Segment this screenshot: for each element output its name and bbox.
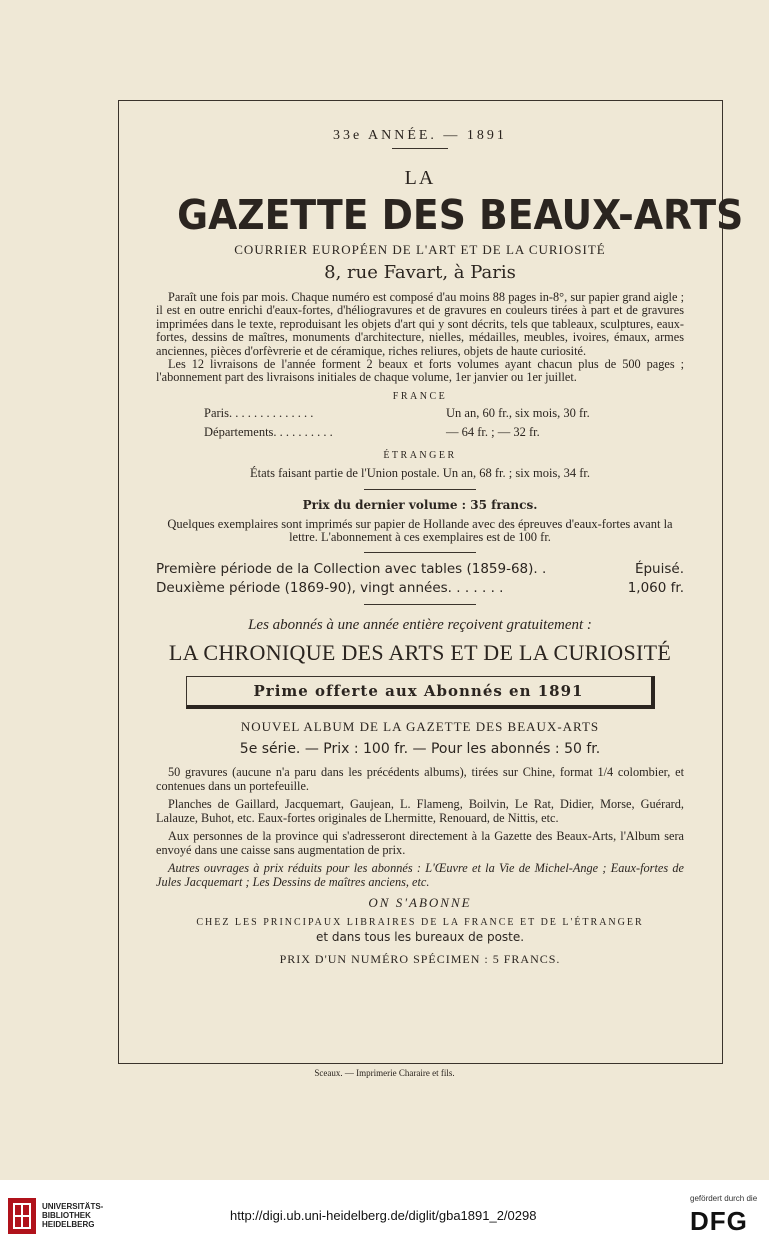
subscribe-heading: ON S'ABONNE xyxy=(368,894,472,910)
university-logo-icon xyxy=(8,1198,36,1234)
booksellers-line: CHEZ LES PRINCIPAUX LIBRAIRES DE LA FRANCE ET DE L'ÉTRANGER xyxy=(196,916,644,928)
intro-paragraph-1: Paraît une fois par mois. Chaque numéro est composé d'au moins 88 pages in-8°, sur papier grand aigle ; il est en outre enrichi d'eaux-fortes, d'héliogravures et de gravures en couleurs tirées à part et de gravures imprimées dans le texte, reproduisant les objets d'art qui y sont décrits, tels que tableaux, sculptures, eaux-fortes, dessins de maîtres, monuments d'architecture, nielles, médailles, meubles, ivoires, émaux, armes anciennes, pièces d'orfèvrerie et de céramique, riches reliures, objets de haute curiosité. xyxy=(156,290,684,358)
gravures-text: 50 gravures (aucune n'a paru dans les précédents albums), tirées sur Chine, format 1/4 colombier, et contenues dans un portefeuille. xyxy=(156,764,684,793)
period-label: Première période de la Collection avec tables (1859-68). . xyxy=(156,560,547,577)
period-row xyxy=(156,580,684,596)
planches-block xyxy=(156,797,684,825)
period-label: Deuxième période (1869-90), vingt années. . . . . . . xyxy=(156,579,504,596)
period-value: Épuisé. xyxy=(634,560,684,577)
other-works-text: Autres ouvrages à prix réduits pour les abonnés : L'Œuvre et la Vie de Michel-Ange ; Eaux-fortes de Jules Jacquemart ; Les Dessins de maîtres anciens, etc. xyxy=(156,860,684,889)
divider xyxy=(364,604,476,605)
price-value: Un an, 60 fr., six mois, 30 fr. xyxy=(446,405,590,420)
article-la: LA xyxy=(404,167,436,189)
intro-text xyxy=(156,291,684,385)
divider xyxy=(392,148,448,149)
period-row xyxy=(156,561,684,577)
advertisement-content xyxy=(156,128,744,967)
university-line: UNIVERSITÄTS- xyxy=(42,1202,104,1211)
other-works-block xyxy=(156,861,684,889)
year-line: 33e ANNÉE. — 1891 xyxy=(333,128,507,143)
funded-by-label: gefördert durch die xyxy=(690,1194,758,1203)
etranger-heading: ÉTRANGER xyxy=(383,449,457,461)
collection-periods xyxy=(156,561,684,596)
price-row xyxy=(156,425,684,440)
university-line: HEIDELBERG xyxy=(42,1220,95,1229)
album-price: 5e série. — Prix : 100 fr. — Pour les abonnés : 50 fr. xyxy=(239,740,601,757)
address: 8, rue Favart, à Paris xyxy=(324,262,516,283)
university-name xyxy=(42,1202,103,1229)
subscribers-note: Les abonnés à une année entière reçoivent gratuitement : xyxy=(248,616,592,633)
holland-paper-note: Quelques exemplaires sont imprimés sur papier de Hollande avec des épreuves d'eaux-fortes avant la lettre. L'abonnement à ces exemplaires est de 100 fr. xyxy=(167,516,673,544)
prime-banner: Prime offerte aux Abonnés en 1891 xyxy=(186,676,655,709)
period-value: 1,060 fr. xyxy=(627,579,684,596)
province-text: Aux personnes de la province qui s'adresseront directement à la Gazette des Beaux-Arts, l'Album sera envoyé dans une caisse sans augmentation de prix. xyxy=(156,828,684,857)
viewer-footer xyxy=(0,1180,769,1244)
france-heading: FRANCE xyxy=(392,390,448,402)
price-label: Paris. . . . . . . . . . . . . . xyxy=(204,405,314,420)
specimen-price: PRIX D'UN NUMÉRO SPÉCIMEN : 5 FRANCS. xyxy=(279,951,561,966)
dfg-logo: DFG xyxy=(690,1206,748,1236)
etranger-row: États faisant partie de l'Union postale. Un an, 68 fr. ; six mois, 34 fr. xyxy=(249,465,591,480)
last-volume-price: Prix du dernier volume : 35 francs. xyxy=(302,497,538,512)
university-line: BIBLIOTHEK xyxy=(42,1211,91,1220)
album-title: NOUVEL ALBUM DE LA GAZETTE DES BEAUX-ARTS xyxy=(240,718,600,734)
intro-paragraph-2: Les 12 livraisons de l'année forment 2 beaux et forts volumes ayant chacun plus de 500 pages ; l'abonnement part des livraisons initiales de chaque volume, 1er janvier ou 1er juillet. xyxy=(156,357,684,385)
permalink-link[interactable]: http://digi.ub.uni-heidelberg.de/diglit/gba1891_2/0298 xyxy=(230,1208,537,1223)
province-block xyxy=(156,829,684,857)
page-title: GAZETTE DES BEAUX-ARTS xyxy=(177,191,744,239)
price-row xyxy=(156,406,684,421)
planches-text: Planches de Gaillard, Jacquemart, Gaujean, L. Flameng, Boilvin, Le Rat, Didier, Morse, Guérard, Lalauze, Buhot, etc. Eaux-fortes originales de Lhermitte, Renouard, de Nittis, etc. xyxy=(156,796,684,825)
album-details xyxy=(156,765,684,793)
price-value: — 64 fr. ; — 32 fr. xyxy=(446,424,540,439)
subtitle: COURRIER EUROPÉEN DE L'ART ET DE LA CURIOSITÉ xyxy=(234,242,606,257)
chronique-title: LA CHRONIQUE DES ARTS ET DE LA CURIOSITÉ xyxy=(168,639,672,665)
post-offices-line: et dans tous les bureaux de poste. xyxy=(315,929,525,944)
divider xyxy=(364,552,476,553)
divider xyxy=(364,489,476,490)
price-label: Départements. . . . . . . . . . xyxy=(204,424,333,439)
printer-imprint: Sceaux. — Imprimerie Charaire et fils. xyxy=(314,1068,455,1078)
